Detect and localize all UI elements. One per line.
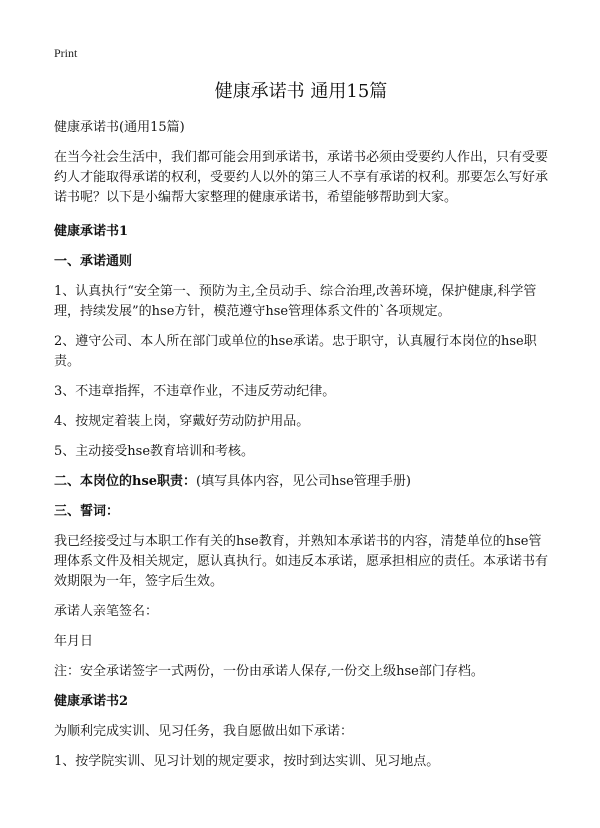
list-item: 2、遵守公司、本人所在部门或单位的hse承诺。忠于职守，认真履行本岗位的hse职责。 bbox=[54, 334, 537, 369]
page-title: 健康承诺书 通用15篇 bbox=[214, 81, 388, 102]
section2-intro: 为顺利完成实训、见习任务，我自愿做出如下承诺： bbox=[54, 724, 354, 739]
signature-line: 承诺人亲笔签名： bbox=[54, 604, 159, 619]
oath-paragraph: 我已经接受过与本职工作有关的hse教育，并熟知本承诺书的内容，清楚单位的hse管理体系文件及相关规定，愿认真执行。如违反本承诺，愿承担相应的责任。本承诺书有效期限为一年，签字后生效。 bbox=[54, 534, 549, 589]
note-paragraph: 注：安全承诺签字一式两份，一份由承诺人保存,一份交上级hse部门存档。 bbox=[54, 664, 484, 679]
list-item: 3、不违章指挥，不违章作业，不违反劳动纪律。 bbox=[54, 384, 336, 399]
document-subtitle: 健康承诺书(通用15篇) bbox=[54, 120, 185, 135]
list-item: 5、主动接受hse教育培训和考核。 bbox=[54, 444, 255, 459]
part3-heading: 三、誓词： bbox=[54, 504, 120, 519]
section1-heading: 健康承诺书1 bbox=[54, 224, 129, 239]
part1-heading: 一、承诺通则 bbox=[54, 254, 133, 269]
list-item: 1、按学院实训、见习计划的规定要求，按时到达实训、见习地点。 bbox=[54, 754, 440, 769]
print-link[interactable]: Print bbox=[54, 46, 78, 60]
document-body bbox=[54, 80, 548, 782]
part2-heading: 二、本岗位的hse职责： bbox=[54, 474, 197, 489]
section2-heading: 健康承诺书2 bbox=[54, 694, 129, 709]
date-line: 年月日 bbox=[54, 634, 94, 649]
part2-note: (填写具体内容，见公司hse管理手册) bbox=[196, 474, 411, 489]
intro-paragraph: 在当今社会生活中，我们都可能会用到承诺书，承诺书必须由受要约人作出，只有受要约人才能取得承诺的权利，受要约人以外的第三人不享有承诺的权利。那要怎么写好承诺书呢？以下是小编帮大家整理的健康承诺书，希望能够帮助到大家。 bbox=[54, 150, 549, 205]
part2-line bbox=[54, 472, 548, 492]
list-item: 4、按规定着装上岗，穿戴好劳动防护用品。 bbox=[54, 414, 310, 429]
list-item: 1、认真执行“安全第一、预防为主,全员动手、综合治理,改善环境，保护健康,科学管理，持续发展”的hse方针，模范遵守hse管理体系文件的`各项规定。 bbox=[54, 284, 537, 319]
